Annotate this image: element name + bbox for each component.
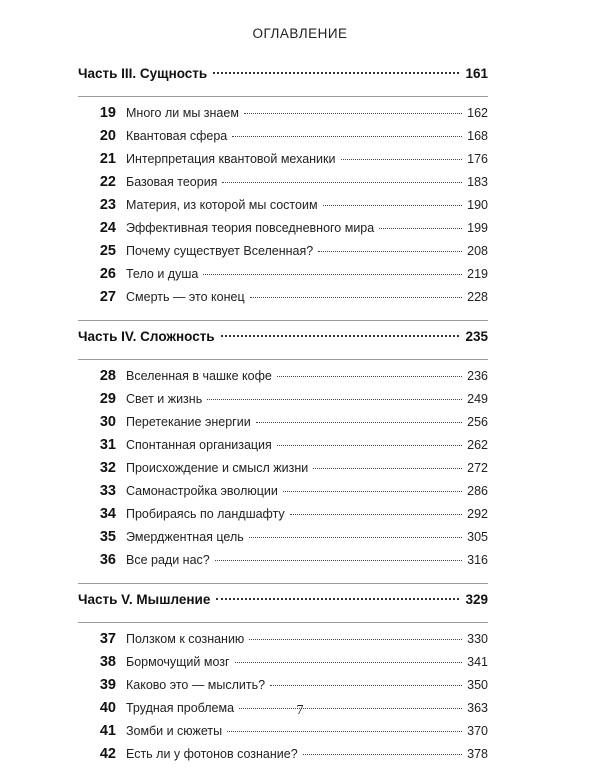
chapter-number: 30 [99,414,116,430]
chapter-page-number: 292 [467,507,488,521]
toc-chapter-entry[interactable] [78,460,488,483]
dot-leader [318,251,462,252]
toc-chapter-entry[interactable] [78,677,488,700]
toc-chapter-entry[interactable] [78,243,488,266]
chapter-title: Эффективная теория повседневного мира [126,221,375,235]
toc-part-entry[interactable] [78,66,488,88]
chapter-title: Свет и жизнь [126,392,203,406]
part-page-number: 161 [465,66,488,81]
chapter-number: 36 [99,552,116,568]
chapter-number: 20 [99,128,116,144]
chapter-number: 41 [99,723,116,739]
section-divider [78,622,488,623]
chapter-number: 31 [99,437,116,453]
toc-chapter-entry[interactable] [78,289,488,312]
chapter-title: Эмерджентная цель [126,530,244,544]
chapter-number: 23 [99,197,116,213]
toc-chapter-entry[interactable] [78,128,488,151]
chapter-number: 32 [99,460,116,476]
dot-leader [232,136,462,137]
dot-leader [313,468,462,469]
chapter-number: 34 [99,506,116,522]
chapter-page-number: 272 [467,461,488,475]
chapter-page-number: 305 [467,530,488,544]
dot-leader [215,560,462,561]
chapter-title: Много ли мы знаем [126,106,239,120]
chapter-page-number: 378 [467,747,488,761]
dot-leader [250,297,463,298]
dot-leader [222,182,462,183]
chapter-title: Вселенная в чашке кофе [126,369,272,383]
chapter-number: 38 [99,654,116,670]
chapter-page-number: 341 [467,655,488,669]
dot-leader [270,685,462,686]
chapter-number: 42 [99,746,116,762]
toc-chapter-entry[interactable] [78,529,488,552]
toc-chapter-entry[interactable] [78,220,488,243]
dot-leader [221,335,460,337]
chapter-title: Ползком к сознанию [126,632,245,646]
chapter-page-number: 249 [467,392,488,406]
chapter-title: Перетекание энергии [126,415,251,429]
toc-chapter-entry[interactable] [78,506,488,529]
dot-leader [235,662,463,663]
chapter-number: 22 [99,174,116,190]
chapter-title: Материя, из которой мы состоим [126,198,318,212]
chapter-page-number: 370 [467,724,488,738]
dot-leader [213,72,459,74]
dot-leader [341,159,463,160]
chapter-page-number: 286 [467,484,488,498]
table-of-contents [78,66,488,769]
toc-chapter-entry[interactable] [78,105,488,128]
dot-leader [203,274,462,275]
chapter-page-number: 208 [467,244,488,258]
chapter-number: 39 [99,677,116,693]
chapter-page-number: 168 [467,129,488,143]
chapter-number: 33 [99,483,116,499]
chapter-page-number: 350 [467,678,488,692]
toc-chapter-entry[interactable] [78,174,488,197]
dot-leader [379,228,462,229]
page-header-title: ОГЛАВЛЕНИЕ [252,26,348,41]
toc-chapter-entry[interactable] [78,151,488,174]
chapter-page-number: 219 [467,267,488,281]
toc-chapter-entry[interactable] [78,654,488,677]
chapter-page-number: 363 [467,701,488,715]
chapter-number: 25 [99,243,116,259]
chapter-title: Интерпретация квантовой механики [126,152,336,166]
part-title: Часть IV. Сложность [78,329,215,344]
chapter-title: Самонастройка эволюции [126,484,278,498]
chapter-page-number: 256 [467,415,488,429]
dot-leader [216,598,459,600]
dot-leader [256,422,462,423]
chapter-number: 35 [99,529,116,545]
chapter-title: Квантовая сфера [126,129,228,143]
chapter-page-number: 236 [467,369,488,383]
chapter-page-number: 262 [467,438,488,452]
chapter-title: Спонтанная организация [126,438,272,452]
chapter-page-number: 190 [467,198,488,212]
part-page-number: 235 [465,329,488,344]
chapter-title: Трудная проблема [126,701,235,715]
chapter-number: 28 [99,368,116,384]
section-divider [78,583,488,584]
toc-part-entry[interactable] [78,592,488,614]
part-title: Часть V. Мышление [78,592,211,607]
chapter-title: Базовая теория [126,175,218,189]
toc-chapter-entry[interactable] [78,723,488,746]
toc-chapter-entry[interactable] [78,391,488,414]
chapter-title: Происхождение и смысл жизни [126,461,309,475]
chapter-title: Смерть — это конец [126,290,245,304]
section-divider [78,359,488,360]
chapter-title: Все ради нас? [126,553,210,567]
dot-leader [277,445,462,446]
dot-leader [227,731,462,732]
toc-chapter-entry[interactable] [78,266,488,289]
dot-leader [207,399,462,400]
chapter-number: 27 [99,289,116,305]
chapter-title: Почему существует Вселенная? [126,244,314,258]
dot-leader [303,754,462,755]
toc-part-entry[interactable] [78,329,488,351]
chapter-page-number: 162 [467,106,488,120]
toc-chapter-entry[interactable] [78,631,488,654]
toc-chapter-entry[interactable] [78,746,488,769]
chapter-page-number: 199 [467,221,488,235]
toc-chapter-entry[interactable] [78,437,488,460]
chapter-title: Зомби и сюжеты [126,724,223,738]
chapter-page-number: 176 [467,152,488,166]
chapter-number: 26 [99,266,116,282]
toc-chapter-entry[interactable] [78,368,488,391]
chapter-page-number: 183 [467,175,488,189]
dot-leader [249,537,462,538]
dot-leader [244,113,462,114]
chapter-number: 19 [99,105,116,121]
chapter-number: 24 [99,220,116,236]
part-page-number: 329 [465,592,488,607]
chapter-title: Есть ли у фотонов сознание? [126,747,298,761]
section-divider [78,96,488,97]
chapter-page-number: 330 [467,632,488,646]
toc-chapter-entry[interactable] [78,414,488,437]
chapter-number: 29 [99,391,116,407]
part-title: Часть III. Сущность [78,66,208,81]
dot-leader [249,639,462,640]
dot-leader [283,491,462,492]
toc-chapter-entry[interactable] [78,197,488,220]
dot-leader [323,205,463,206]
toc-chapter-entry[interactable] [78,483,488,506]
chapter-number: 40 [99,700,116,716]
page-number: 7 [296,703,304,718]
chapter-title: Тело и душа [126,267,199,281]
chapter-title: Бормочущий мозг [126,655,230,669]
dot-leader [290,514,462,515]
dot-leader [277,376,462,377]
toc-chapter-entry[interactable] [78,552,488,575]
chapter-title: Каково это — мыслить? [126,678,266,692]
chapter-number: 37 [99,631,116,647]
chapter-title: Пробираясь по ландшафту [126,507,285,521]
section-divider [78,320,488,321]
chapter-number: 21 [99,151,116,167]
chapter-page-number: 316 [467,553,488,567]
chapter-page-number: 228 [467,290,488,304]
